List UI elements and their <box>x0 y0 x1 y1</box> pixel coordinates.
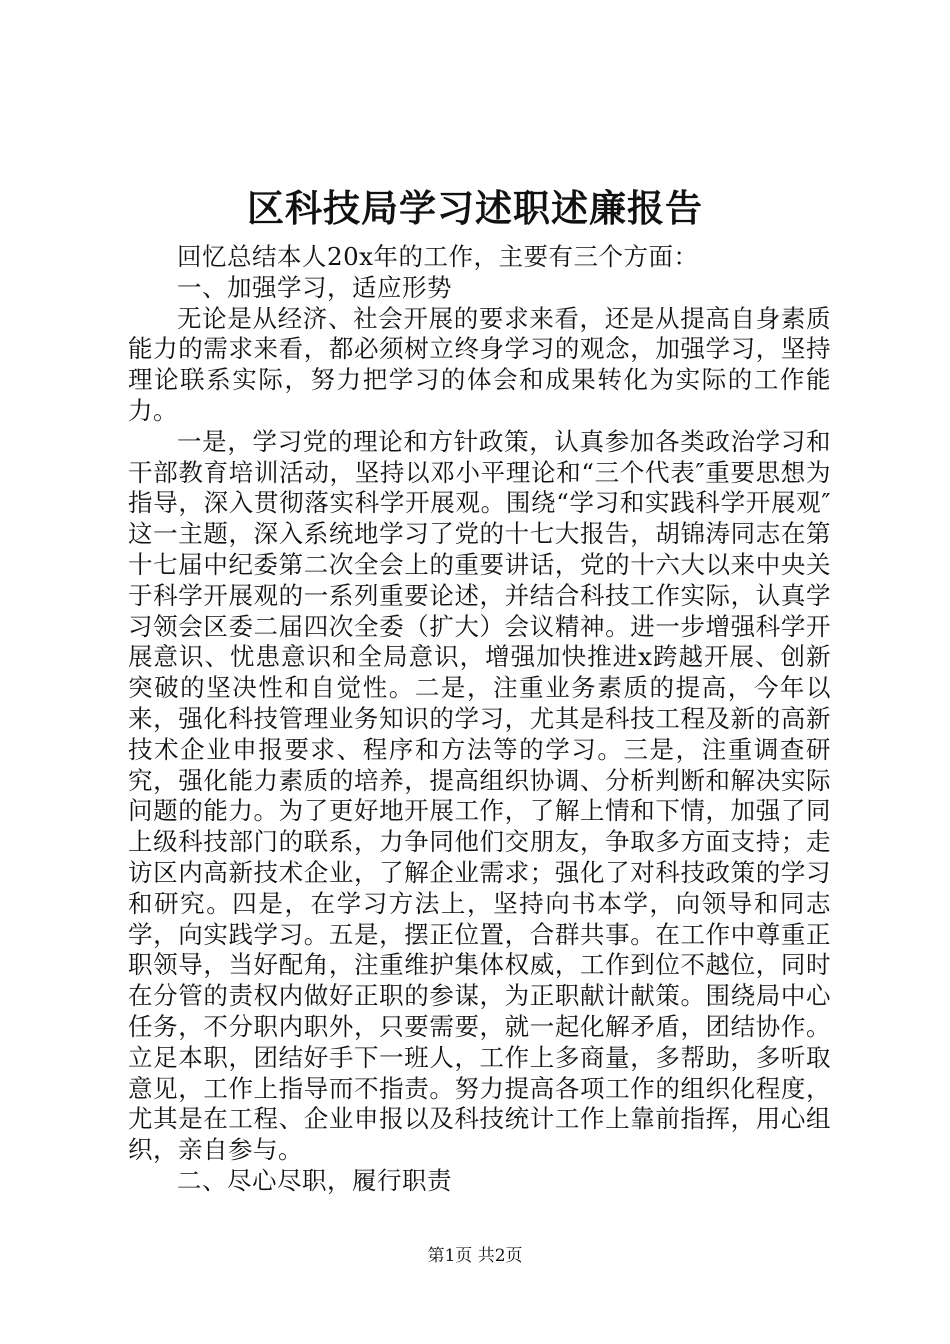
document-body <box>128 242 831 1197</box>
paragraph-learning-details: 一是，学习党的理论和方针政策，认真参加各类政治学习和干部教育培训活动，坚持以邓小平理论和“三个代表″重要思想为指导，深入贯彻落实科学开展观。围绕“学习和实践科学开展观″这一主题，深入系统地学习了党的十七大报告，胡锦涛同志在第十七届中纪委第二次全会上的重要讲话，党的十六大以来中央关于科学开展观的一系列重要论述，并结合科技工作实际，认真学习领会区委二届四次全委（扩大）会议精神。进一步增强科学开展意识、忧患意识和全局意识，增强加快推进x跨越开展、创新突破的坚决性和自觉性。二是，注重业务素质的提高，今年以来，强化科技管理业务知识的学习，尤其是科技工程及新的高新技术企业申报要求、程序和方法等的学习。三是，注重调查研究，强化能力素质的培养，提高组织协调、分析判断和解决实际问题的能力。为了更好地开展工作，了解上情和下情，加强了同上级科技部门的联系，力争同他们交朋友，争取多方面支持；走访区内高新技术企业，了解企业需求；强化了对科技政策的学习和研究。四是，在学习方法上，坚持向书本学，向领导和同志学，向实践学习。五是，摆正位置，合群共事。在工作中尊重正职领导，当好配角，注重维护集体权威，工作到位不越位，同时在分管的责权内做好正职的参谋，为正职献计献策。围绕局中心任务，不分职内职外，只要需要，就一起化解矛盾，团结协作。立足本职，团结好手下一班人，工作上多商量，多帮助，多听取意见，工作上指导而不指责。努力提高各项工作的组织化程度，尤其是在工程、企业申报以及科技统计工作上靠前指挥，用心组织，亲自参与。 <box>128 426 831 1165</box>
section-heading-2: 二、尽心尽职，履行职责 <box>177 1165 452 1195</box>
paragraph-intro: 回忆总结本人20x年的工作，主要有三个方面： <box>177 242 699 271</box>
page-number: 第1页 共2页 <box>427 1246 523 1266</box>
paragraph-learning-importance: 无论是从经济、社会开展的要求来看，还是从提高自身素质能力的需求来看，都必须树立终身学习的观念，加强学习，坚持理论联系实际，努力把学习的体会和成果转化为实际的工作能力。 <box>128 303 831 425</box>
document-title: 区科技局学习述职述廉报告 <box>247 186 703 230</box>
section-heading-1: 一、加强学习，适应形势 <box>177 272 452 302</box>
